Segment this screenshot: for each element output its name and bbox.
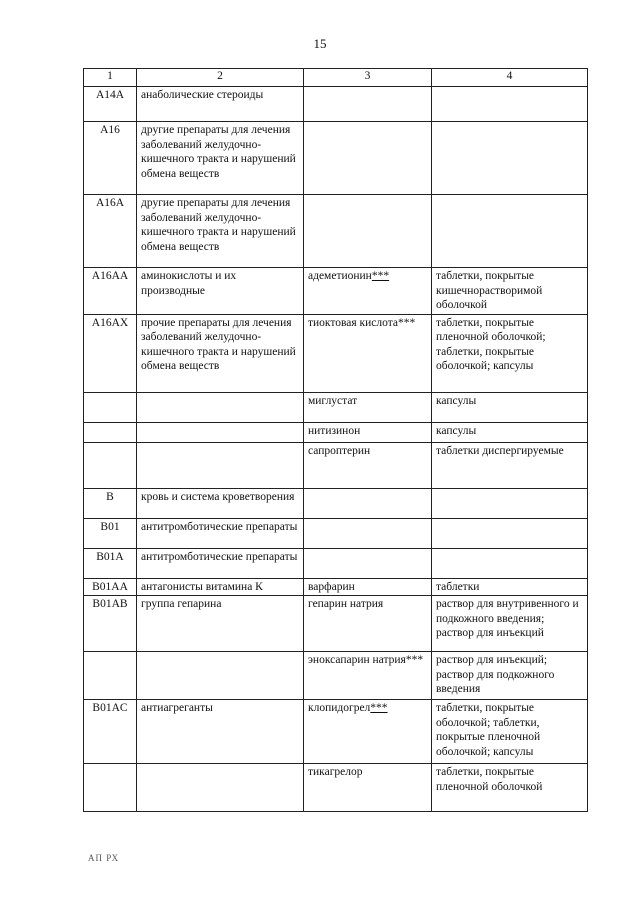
table-row [84, 518, 588, 548]
dosage-form-cell: раствор для инъекций; раствор для подкожного введения [432, 652, 588, 700]
dosage-form-cell: капсулы [432, 422, 588, 442]
header-cell: 4 [432, 69, 588, 87]
drug-name: варфарин [308, 580, 355, 593]
group-name-cell: антитромботические препараты [137, 548, 304, 578]
drug-name: эноксапарин натрия*** [308, 654, 424, 666]
table-row [84, 548, 588, 578]
group-name-cell: другие препараты для лечения заболеваний желудочно-кишечного тракта и нарушений обмена веществ [137, 195, 304, 268]
dosage-form-cell: таблетки, покрытые оболочкой; таблетки, покрытые пленочной оболочкой; капсулы [432, 700, 588, 764]
drug-name: клопидогрел [308, 702, 371, 714]
atc-code-cell: A14A [84, 87, 137, 122]
header-cell: 2 [137, 69, 304, 87]
table-header-row [84, 69, 588, 87]
group-name-cell [137, 764, 304, 812]
table-row [84, 596, 588, 652]
group-name-cell: антитромботические препараты [137, 518, 304, 548]
group-name-cell [137, 652, 304, 700]
atc-code-cell: A16 [84, 122, 137, 195]
dosage-form-cell: таблетки, покрытые кишечнорастворимой оболочкой [432, 268, 588, 315]
atc-code-cell [84, 652, 137, 700]
dosage-form-cell: таблетки диспергируемые [432, 442, 588, 488]
table-row [84, 392, 588, 422]
drug-name-cell [304, 548, 432, 578]
group-name-cell: другие препараты для лечения заболеваний желудочно-кишечного тракта и нарушений обмена веществ [137, 122, 304, 195]
drug-name-cell [304, 422, 432, 442]
drug-name-cell [304, 518, 432, 548]
drug-name-cell [304, 392, 432, 422]
group-name-cell: антиагреганты [137, 700, 304, 764]
dosage-form-cell [432, 548, 588, 578]
dosage-form-cell: таблетки, покрытые пленочной оболочкой [432, 764, 588, 812]
atc-code-cell [84, 392, 137, 422]
atc-code-cell [84, 764, 137, 812]
atc-code-cell: A16AX [84, 314, 137, 392]
drug-name-cell [304, 764, 432, 812]
table-row [84, 122, 588, 195]
footer-mark: АП РХ [88, 853, 120, 863]
dosage-form-cell: таблетки, покрытые пленочной оболочкой; таблетки, покрытые оболочкой; капсулы [432, 314, 588, 392]
drug-name-cell [304, 195, 432, 268]
atc-code-cell: B01AA [84, 578, 137, 596]
drug-table [83, 68, 588, 812]
header-cell: 3 [304, 69, 432, 87]
drug-name: тикагрелор [308, 766, 363, 778]
dosage-form-cell [432, 87, 588, 122]
drug-name-cell [304, 596, 432, 652]
dosage-form-cell: капсулы [432, 392, 588, 422]
drug-name: гепарин натрия [308, 598, 384, 610]
header-cell: 1 [84, 69, 137, 87]
dosage-form-cell: раствор для внутривенного и подкожного введения; раствор для инъекций [432, 596, 588, 652]
dosage-form-cell [432, 195, 588, 268]
group-name-cell [137, 422, 304, 442]
dosage-form-cell [432, 122, 588, 195]
drug-name-cell [304, 700, 432, 764]
drug-marks: *** [370, 702, 388, 714]
atc-code-cell: A16AA [84, 268, 137, 315]
table-row [84, 652, 588, 700]
drug-marks: *** [371, 270, 390, 282]
drug-name-cell [304, 314, 432, 392]
group-name-cell: группа гепарина [137, 596, 304, 652]
table-row [84, 422, 588, 442]
atc-code-cell: B01AC [84, 700, 137, 764]
drug-name: нитизинон [308, 424, 361, 437]
atc-code-cell: B01AB [84, 596, 137, 652]
table-row [84, 268, 588, 315]
drug-name-cell [304, 268, 432, 315]
dosage-form-cell [432, 518, 588, 548]
dosage-form-cell [432, 488, 588, 518]
group-name-cell: аминокислоты и их производные [137, 268, 304, 315]
table-row [84, 488, 588, 518]
drug-name-cell [304, 652, 432, 700]
drug-name: тиоктовая кислота*** [308, 316, 416, 329]
drug-name-cell [304, 122, 432, 195]
page-number: 15 [313, 36, 327, 51]
drug-name-cell [304, 578, 432, 596]
table-row [84, 578, 588, 596]
drug-name: миглустат [308, 394, 358, 407]
atc-code-cell [84, 442, 137, 488]
table-row [84, 442, 588, 488]
drug-name: адеметионин [308, 270, 372, 282]
atc-code-cell: B01 [84, 518, 137, 548]
table-row [84, 87, 588, 122]
drug-name-cell [304, 488, 432, 518]
group-name-cell: прочие препараты для лечения заболеваний желудочно-кишечного тракта и нарушений обмена веществ [137, 314, 304, 392]
dosage-form-cell: таблетки [432, 578, 588, 596]
table-row [84, 764, 588, 812]
drug-name-cell [304, 442, 432, 488]
table-row [84, 195, 588, 268]
group-name-cell: кровь и система кроветворения [137, 488, 304, 518]
group-name-cell: анаболические стероиды [137, 87, 304, 122]
drug-name-cell [304, 87, 432, 122]
atc-code-cell: B01A [84, 548, 137, 578]
atc-code-cell [84, 422, 137, 442]
group-name-cell [137, 392, 304, 422]
drug-name: сапроптерин [308, 444, 371, 457]
atc-code-cell: A16A [84, 195, 137, 268]
group-name-cell [137, 442, 304, 488]
table-row [84, 700, 588, 764]
table-row [84, 314, 588, 392]
atc-code-cell: B [84, 488, 137, 518]
group-name-cell: антагонисты витамина К [137, 578, 304, 596]
